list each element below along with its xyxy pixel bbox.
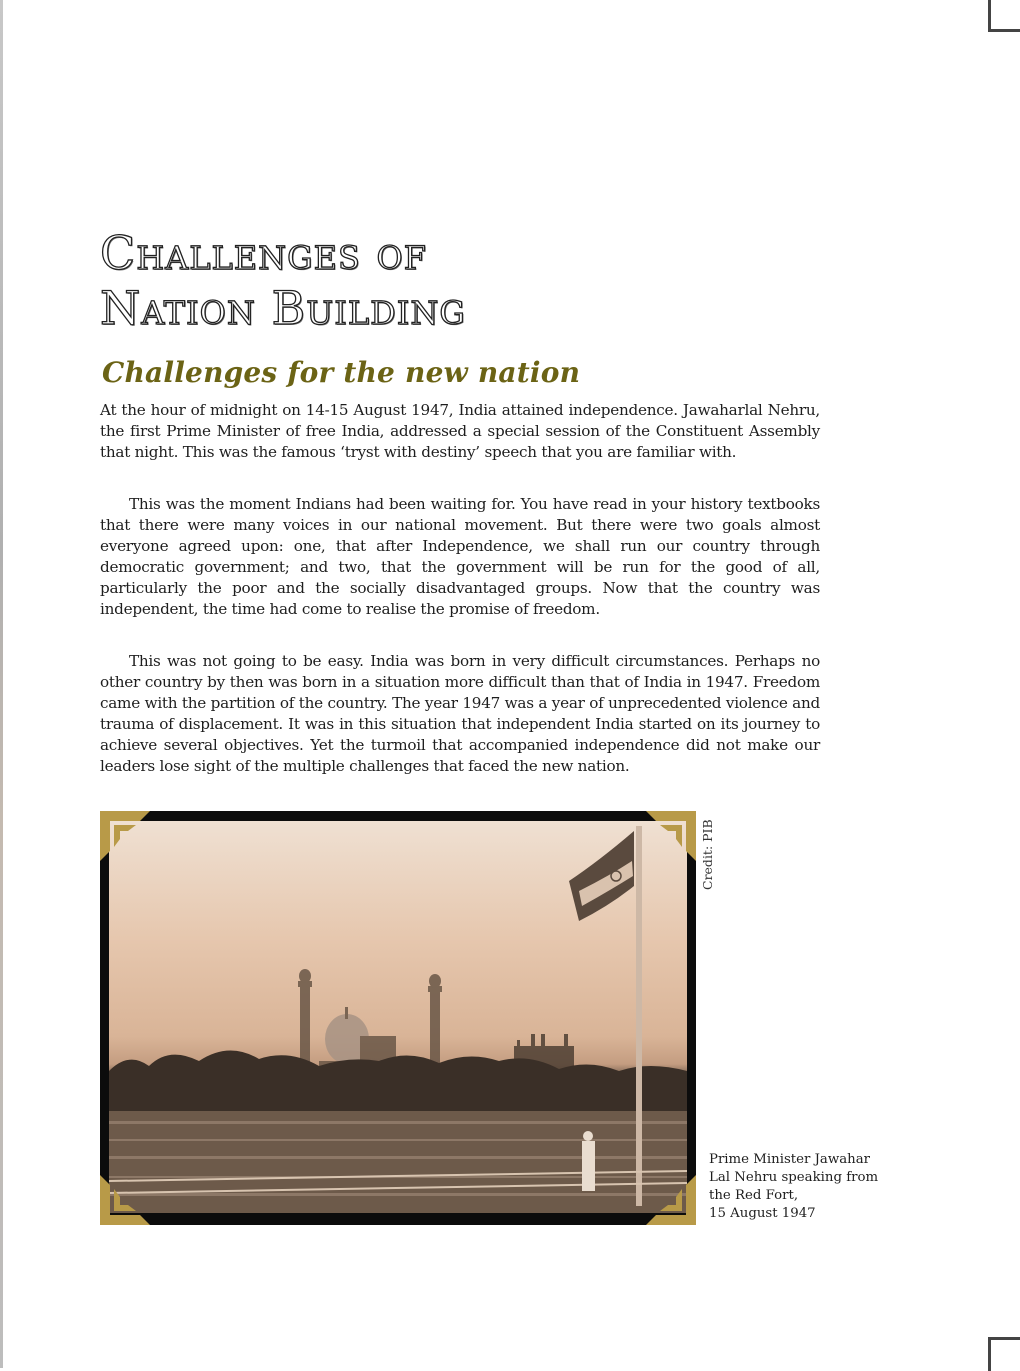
paragraph-2: This was the moment Indians had been waiting for. You have read in your history textbooks that there were many voices in our national movement. But there were two goals almost everyone agreed upon: one, that after Independence, we shall run our country through democratic government; and two, that the government will be run for the good of all, particularly the poor and the socially disadvantaged groups. Now that the country was independent, the time had come to realise the promise of freedom. xyxy=(100,495,820,618)
caption-line-3: the Red Fort, xyxy=(709,1188,799,1203)
section-heading: Challenges for the new nation xyxy=(102,356,581,389)
photo-credit: Credit: PIB xyxy=(700,819,715,890)
caption-line-4: 15 August 1947 xyxy=(709,1206,816,1221)
chapter-title-line-2: Nation Building xyxy=(100,281,466,335)
crop-mark-top xyxy=(988,0,1020,32)
caption-line-2: Lal Nehru speaking from xyxy=(709,1170,879,1185)
chapter-title xyxy=(100,226,466,336)
frame-gold-corners xyxy=(100,811,696,1225)
chapter-title-line-1: Challenges of xyxy=(100,226,427,280)
paragraph-3: This was not going to be easy. India was born in very difficult circumstances. Perhaps no other country by then was born in a situation more difficult than that of India in 1947. Freedom came with the partition of the country. The year 1947 was a year of unprecedented violence and trauma of displacement. It was in this situation that independent India started on its journey to achieve several objectives. Yet the turmoil that accompanied independence did not make our leaders lose sight of the multiple challenges that faced the new nation. xyxy=(100,652,820,775)
photo-frame xyxy=(100,811,696,1225)
photo-caption xyxy=(709,1151,909,1223)
paragraph-1: At the hour of midnight on 14-15 August 1947, India attained independence. Jawaharlal Nehru, the first Prime Minister of free India, addressed a special session of the Constituent Assembly that night. This was the famous ‘tryst with destiny’ speech that you are familiar with. xyxy=(100,401,820,461)
caption-line-1: Prime Minister Jawahar xyxy=(709,1152,870,1167)
crop-mark-bottom xyxy=(988,1337,1020,1371)
page-edge xyxy=(0,0,3,1368)
